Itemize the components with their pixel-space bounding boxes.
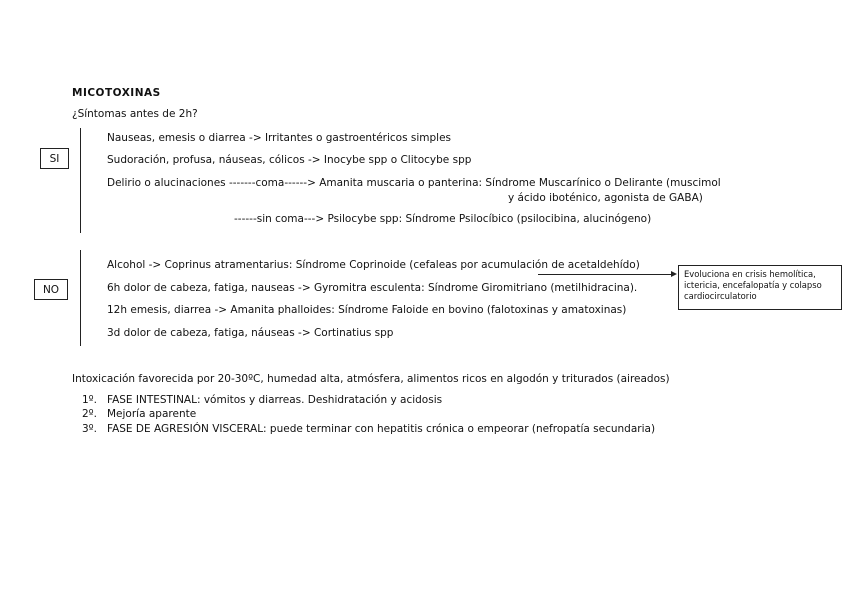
question-text: ¿Síntomas antes de 2h?	[72, 108, 198, 120]
no-item-1: Alcohol -> Coprinus atramentarius: Síndrome Coprinoide (cefaleas por acumulación de acetaldehído)	[107, 259, 640, 271]
no-bracket-line	[80, 250, 81, 346]
note-box: Evoluciona en crisis hemolítica, ictericia, encefalopatía y colapso cardiocirculatorio	[678, 265, 842, 310]
no-item-4: 3d dolor de cabeza, fatiga, náuseas -> Cortinatius spp	[107, 327, 394, 339]
si-bracket-line	[80, 128, 81, 233]
no-item-2: 6h dolor de cabeza, fatiga, nauseas -> Gyromitra esculenta: Síndrome Giromitriano (metilhidracina).	[107, 282, 638, 294]
note-arrow-line	[538, 274, 672, 275]
page-title: MICOTOXINAS	[72, 87, 161, 99]
phase-2-number: 2º.	[82, 408, 97, 420]
intoxication-text: Intoxicación favorecida por 20-30ºC, humedad alta, atmósfera, alimentos ricos en algodón y triturados (aireados)	[72, 373, 670, 385]
si-label: SI	[49, 152, 60, 165]
si-item-3-continuation: y ácido iboténico, agonista de GABA)	[508, 192, 703, 204]
no-item-3: 12h emesis, diarrea -> Amanita phalloides: Síndrome Faloide en bovino (falotoxinas y amatoxinas)	[107, 304, 627, 316]
phase-1-number: 1º.	[82, 394, 97, 406]
phase-3-number: 3º.	[82, 423, 97, 435]
phase-2-text: Mejoría aparente	[107, 408, 197, 420]
si-box	[40, 148, 69, 169]
si-item-2: Sudoración, profusa, náuseas, cólicos -> Inocybe spp o Clitocybe spp	[107, 154, 472, 166]
phase-3-text: FASE DE AGRESIÓN VISCERAL: puede terminar con hepatitis crónica o empeorar (nefropatía secundaria)	[107, 423, 656, 435]
si-item-1: Nauseas, emesis o diarrea -> Irritantes o gastroentéricos simples	[107, 132, 452, 144]
no-box	[34, 279, 68, 300]
arrow-right-icon	[671, 271, 677, 277]
si-item-4: ------sin coma---> Psilocybe spp: Síndrome Psilocíbico (psilocibina, alucinógeno)	[234, 213, 652, 225]
no-label: NO	[42, 283, 60, 296]
phase-1-text: FASE INTESTINAL: vómitos y diarreas. Deshidratación y acidosis	[107, 394, 443, 406]
si-item-3: Delirio o alucinaciones -------coma------> Amanita muscaria o panterina: Síndrome Muscarínico o Delirante (muscimol	[107, 177, 721, 189]
